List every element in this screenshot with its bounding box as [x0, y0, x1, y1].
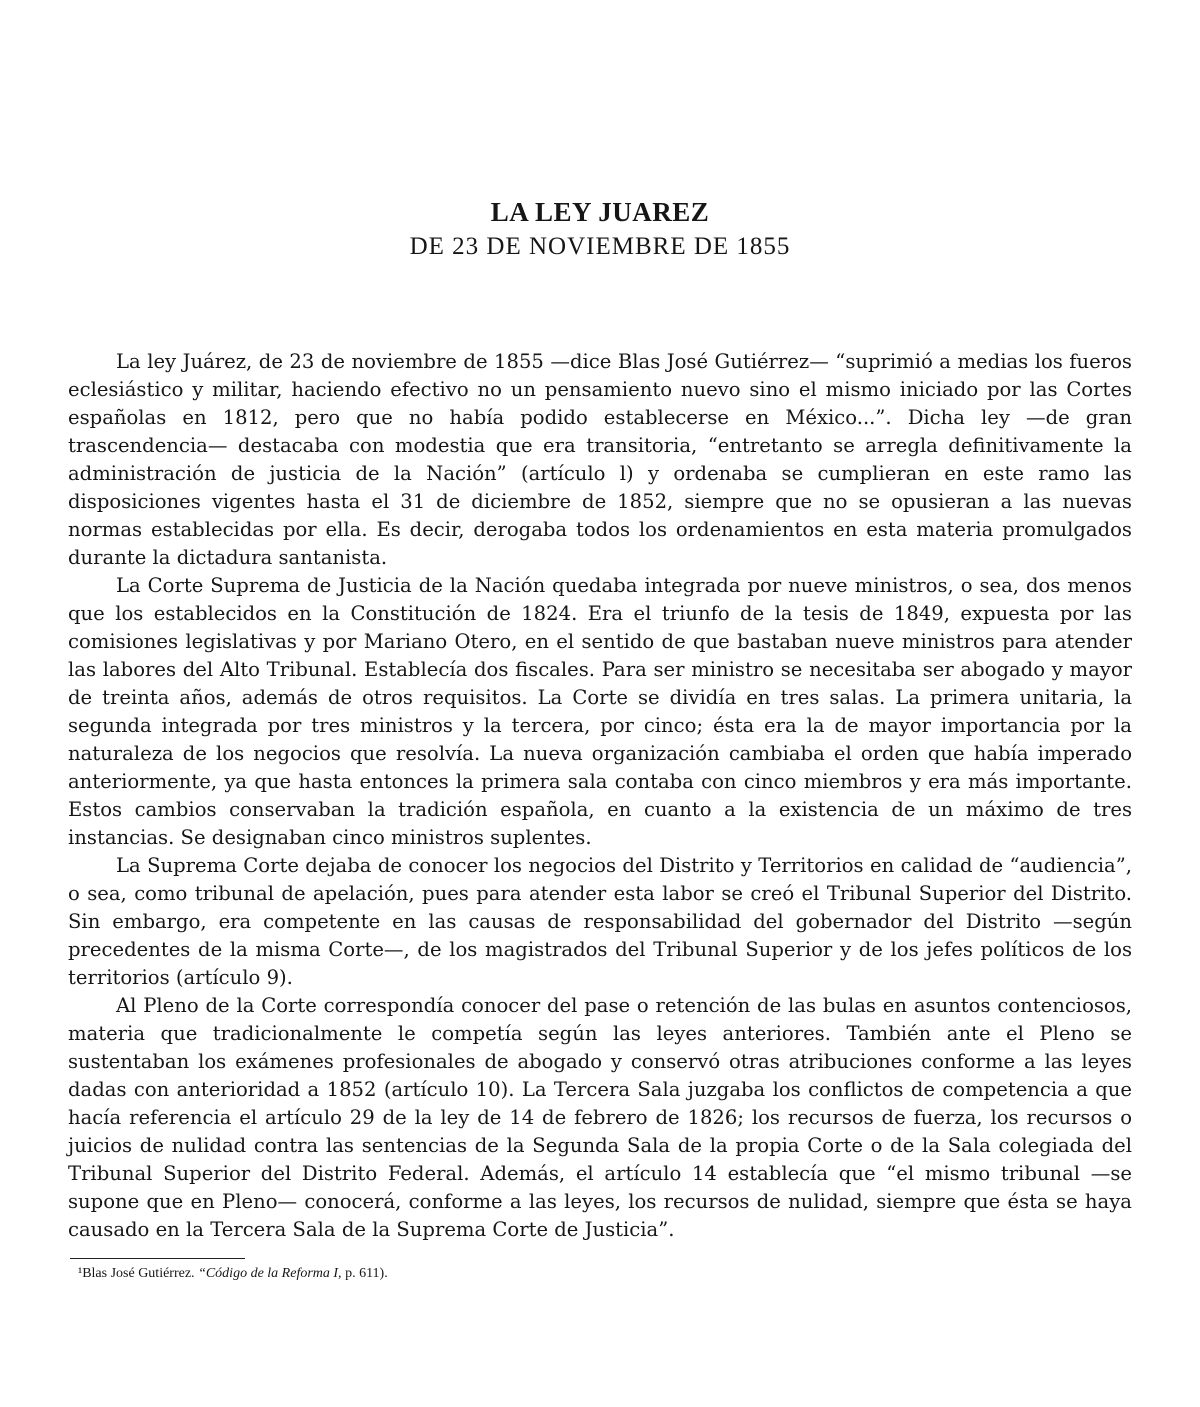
footnote-source: “Código de la Reforma I, — [198, 1266, 342, 1281]
paragraph-1: La ley Juárez, de 23 de noviembre de 1855 —dice Blas José Gutiérrez— “suprimió a medias los fueros eclesiástico y militar, haciendo efectivo no un pensamiento nuevo sino el mismo iniciado por las Cortes españolas en 1812, pero que no había podido establecerse en México...”. Dicha ley —de gran trascendencia— destacaba con modestia que era transitoria, “entretanto se arregla definitivamente la administración de justicia de la Nación” (artículo l) y ordenaba se cumplieran en este ramo las disposiciones vigentes hasta el 31 de diciembre de 1852, siempre que no se opusieran a las nuevas normas establecidas por ella. Es decir, derogaba todos los ordenamientos en esta materia promulgados durante la dictadura santanista. — [68, 350, 1132, 569]
footnote-divider — [70, 1258, 245, 1259]
document-body — [68, 348, 1132, 1244]
footnote-author: ¹Blas José Gutiérrez. — [78, 1266, 195, 1281]
paragraph-3: La Suprema Corte dejaba de conocer los negocios del Distrito y Territorios en calidad de “audiencia”, o sea, como tribunal de apelación, pues para atender esta labor se creó el Tribunal Superior del Distrito. Sin embargo, era competente en las causas de responsabilidad del gobernador del Distrito —según precedentes de la misma Corte—, de los magistrados del Tribunal Superior y de los jefes políticos de los territorios (artículo 9). — [68, 854, 1132, 989]
document-subtitle: DE 23 DE NOVIEMBRE DE 1855 — [409, 233, 791, 260]
paragraph-4: Al Pleno de la Corte correspondía conocer del pase o retención de las bulas en asuntos contenciosos, materia que tradicionalmente le competía según las leyes anteriores. También ante el Pleno se sustentaban los exámenes profesionales de abogado y conservó otras atribuciones conforme a las leyes dadas con anterioridad a 1852 (artículo 10). La Tercera Sala juzgaba los conflictos de competencia a que hacía referencia el artículo 29 de la ley de 14 de febrero de 1826; los recursos de fuerza, los recursos o juicios de nulidad contra las sentencias de la Segunda Sala de la propia Corte o de la Sala colegiada del Tribunal Superior del Distrito Federal. Además, el artículo 14 establecía que “el mismo tribunal —se supone que en Pleno— conocerá, conforme a las leyes, los recursos de nulidad, siempre que ésta se haya causado en la Tercera Sala de la Suprema Corte de Justicia”. — [68, 994, 1132, 1241]
footnote-page: p. 611). — [345, 1266, 388, 1281]
footnote — [78, 1265, 978, 1283]
document-title: LA LEY JUAREZ — [490, 197, 710, 227]
paragraph-2: La Corte Suprema de Justicia de la Nación quedaba integrada por nueve ministros, o sea, dos menos que los establecidos en la Constitución de 1824. Era el triunfo de la tesis de 1849, expuesta por las comisiones legislativas y por Mariano Otero, en el sentido de que bastaban nueve ministros para atender las labores del Alto Tribunal. Establecía dos fiscales. Para ser ministro se necesitaba ser abogado y mayor de treinta años, además de otros requisitos. La Corte se dividía en tres salas. La primera unitaria, la segunda integrada por tres ministros y la tercera, por cinco; ésta era la de mayor importancia por la naturaleza de los negocios que resolvía. La nueva organización cambiaba el orden que había imperado anteriormente, ya que hasta entonces la primera sala contaba con cinco miembros y era más importante. Estos cambios conservaban la tradición española, en cuanto a la existencia de un máximo de tres instancias. Se designaban cinco ministros suplentes. — [68, 574, 1132, 849]
